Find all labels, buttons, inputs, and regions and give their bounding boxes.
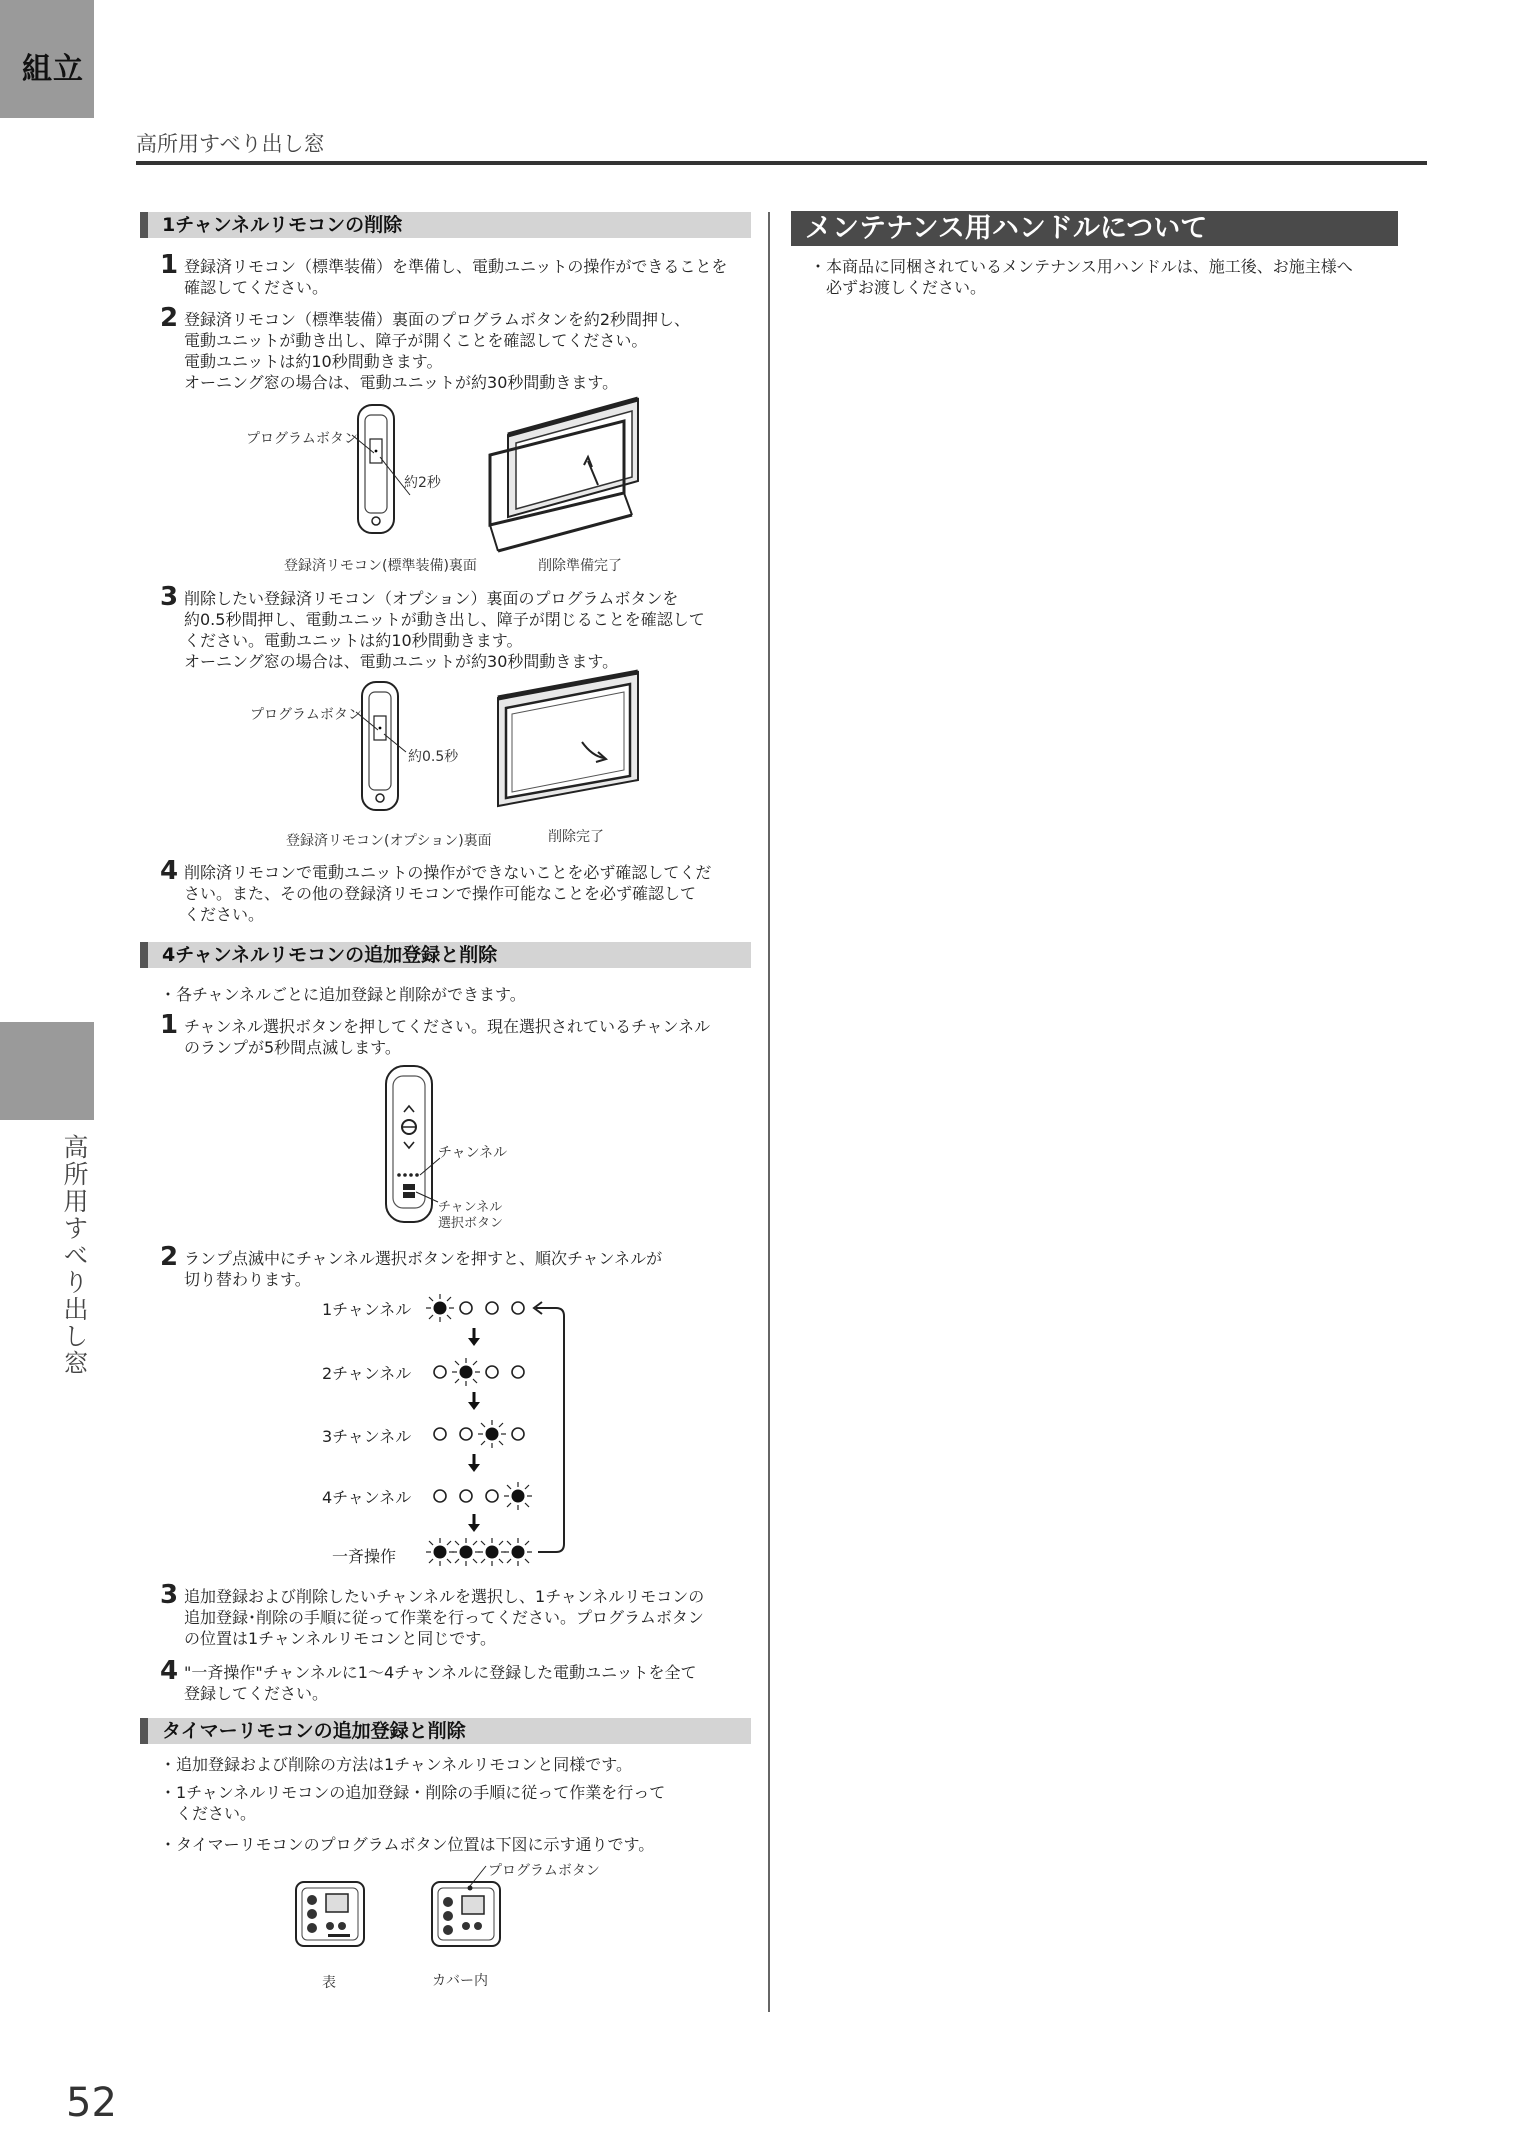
step-text: 追加登録および削除したいチャンネルを選択し、1チャンネルリモコンの 追加登録･削除の手順に従って作業を行ってください。プログラムボタン の位置は1チャンネルリモコンと同じです。 xyxy=(184,1587,705,1648)
section-tab xyxy=(0,0,94,118)
step-text: 登録済リモコン（標準装備）を準備し、電動ユニットの操作ができることを 確認してください。 xyxy=(184,257,728,297)
timer-remote-figure xyxy=(290,1872,520,1962)
figure-caption: 削除準備完了 xyxy=(538,558,622,574)
timer-remote-cover-illustration xyxy=(432,1866,500,1946)
bullet-text: ・タイマーリモコンのプログラムボタン位置は下図に示す通りです。 xyxy=(160,1835,655,1854)
channel-row-label: 2チャンネル xyxy=(322,1364,412,1383)
figure-remote-window-open xyxy=(240,395,660,575)
remote-back-illustration xyxy=(356,682,406,810)
figure-caption: カバー内 xyxy=(432,1973,488,1989)
window-closed-illustration xyxy=(498,672,638,806)
duration-label: 約2秒 xyxy=(404,475,441,491)
step-number: 4 xyxy=(160,856,179,886)
step-text: 登録済リモコン（標準装備）裏面のプログラムボタンを約2秒間押し、 電動ユニットが動き出し、障子が開くことを確認してください。 電動ユニットは約10秒間動きます。 オーニング窓の場合は、電動ユニットが約30秒間動きます。 xyxy=(184,310,691,392)
step-number: 1 xyxy=(160,1010,179,1040)
step-text: チャンネル選択ボタンを押してください。現在選択されているチャンネル のランプが5秒間点滅します。 xyxy=(184,1017,711,1057)
side-tab xyxy=(0,1022,94,1120)
figure-caption: 表 xyxy=(322,1975,336,1991)
bullet-text: ・追加登録および削除の方法は1チャンネルリモコンと同様です。 xyxy=(160,1755,632,1774)
timer-remote-front-illustration xyxy=(296,1882,364,1946)
maintenance-handle-heading: メンテナンス用ハンドルについて xyxy=(791,211,1398,246)
channel-sequence-diagram xyxy=(420,1286,580,1566)
program-button-label: プログラムボタン xyxy=(250,707,362,723)
step-number: 2 xyxy=(160,1242,179,1272)
section1-heading: 1チャンネルリモコンの削除 xyxy=(140,212,751,238)
page-title: 高所用すべり出し窓 xyxy=(136,132,325,156)
title-rule xyxy=(136,161,1427,165)
bullet-text: ・1チャンネルリモコンの追加登録・削除の手順に従って作業を行って ください。 xyxy=(160,1783,666,1823)
bullet-text: ・本商品に同梱されているメンテナンス用ハンドルは、施工後、お施主様へ 必ずお渡しください。 xyxy=(810,257,1353,297)
page-number: 52 xyxy=(66,2080,117,2126)
section2-heading: 4チャンネルリモコンの追加登録と削除 xyxy=(140,942,751,968)
figure-caption: 削除完了 xyxy=(548,829,604,845)
step-number: 2 xyxy=(160,303,179,333)
section3-heading: タイマーリモコンの追加登録と削除 xyxy=(140,1718,751,1744)
figure-caption: 登録済リモコン(オプション)裏面 xyxy=(286,833,492,849)
channel-row-label: 一斉操作 xyxy=(332,1547,397,1566)
step-number: 3 xyxy=(160,582,179,612)
duration-label: 約0.5秒 xyxy=(408,749,459,765)
channel-select-button-label: チャンネル 選択ボタン xyxy=(438,1200,504,1231)
section-tab-label: 組立 xyxy=(22,52,84,87)
window-open-illustration xyxy=(490,399,638,551)
figure-caption: 登録済リモコン(標準装備)裏面 xyxy=(284,558,477,574)
channel-row-label: 3チャンネル xyxy=(322,1427,412,1446)
column-divider xyxy=(768,212,770,2012)
step-number: 1 xyxy=(160,250,179,280)
bullet-text: ・各チャンネルごとに追加登録と削除ができます。 xyxy=(160,985,526,1004)
step-number: 3 xyxy=(160,1580,179,1610)
program-button-label: プログラムボタン xyxy=(488,1863,600,1879)
step-text: "一斉操作"チャンネルに1～4チャンネルに登録した電動ユニットを全て 登録してください。 xyxy=(184,1663,697,1703)
step-number: 4 xyxy=(160,1656,179,1686)
channel-label: チャンネル xyxy=(438,1145,508,1161)
step-text: 削除済リモコンで電動ユニットの操作ができないことを必ず確認してくだ さい。また、その他の登録済リモコンで操作可能なことを必ず確認して ください。 xyxy=(184,863,712,924)
program-button-label: プログラムボタン xyxy=(246,431,358,447)
channel-row-label: 1チャンネル xyxy=(322,1300,412,1319)
channel-row-label: 4チャンネル xyxy=(322,1488,412,1507)
step-text: ランプ点滅中にチャンネル選択ボタンを押すと、順次チャンネルが 切り替わります。 xyxy=(184,1249,663,1289)
side-label: 高所用すべり出し窓 xyxy=(60,1134,89,1377)
step-text: 削除したい登録済リモコン（オプション）裏面のプログラムボタンを 約0.5秒間押し、電動ユニットが動き出し、障子が閉じることを確認して ください。電動ユニットは約10秒間動きます。 オーニング窓の場合は、電動ユニットが約30秒間動きます。 xyxy=(184,589,705,671)
remote-back-illustration xyxy=(352,405,410,533)
